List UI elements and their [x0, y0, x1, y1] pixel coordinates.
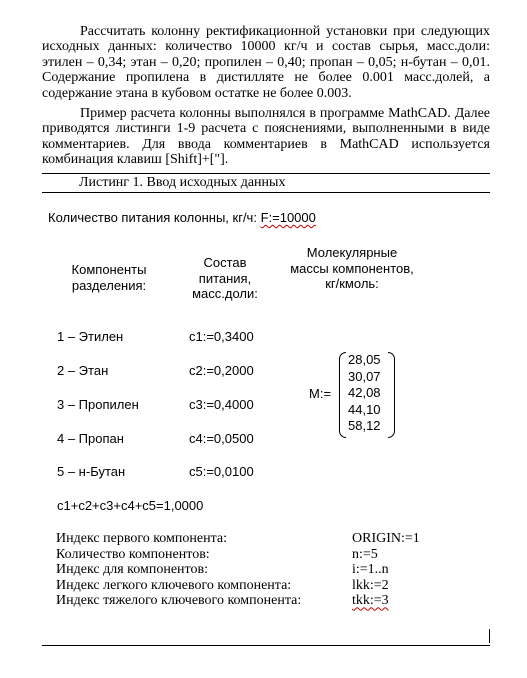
matrix-value: 58,12 [348, 418, 381, 434]
feed-label: Количество питания колонны, кг/ч: [48, 210, 257, 225]
index-row [56, 531, 496, 547]
listing-end-rule [42, 645, 490, 646]
index-expression: ORIGIN:=1 [352, 531, 420, 546]
composition-expression: c3:=0,4000 [189, 397, 254, 412]
index-label: Количество компонентов: [56, 546, 210, 562]
index-row [56, 562, 496, 578]
matrix-value: 28,05 [348, 352, 381, 367]
component-name: 4 – Пропан [57, 431, 124, 446]
component-name: 3 – Пропилен [57, 397, 139, 412]
matrix-value: 30,07 [348, 368, 381, 384]
composition-expression: c2:=0,2000 [189, 363, 254, 378]
matrix-right-bracket [388, 352, 395, 438]
index-expression: tkk:=3 [352, 593, 389, 609]
composition-expression: c4:=0,0500 [189, 431, 254, 446]
header-components: Компоненты разделения: [71, 262, 147, 293]
molar-mass-matrix [339, 352, 395, 436]
feed-expression: F:=10000 [260, 210, 316, 225]
index-label: Индекс для компонентов: [56, 562, 208, 578]
composition-expression: c1:=0,3400 [189, 329, 254, 344]
component-name: 5 – н-Бутан [57, 464, 126, 479]
index-label: Индекс первого компонента: [56, 531, 227, 546]
header-molar-mass: Молекулярные массы компонентов, кг/кмоль: [290, 245, 414, 291]
sum-expression: c1+c2+c3+c4+c5=1,0000 [57, 498, 204, 513]
index-expression: lkk:=2 [352, 577, 389, 593]
listing-bottom-rule [42, 192, 490, 193]
listing-title: Листинг 1. Ввод исходных данных [79, 175, 286, 190]
index-expression: n:=5 [352, 546, 378, 562]
matrix-value: 42,08 [348, 385, 381, 401]
index-label: Индекс легкого ключевого компонента: [56, 577, 292, 593]
header-composition: Состав питания, масс.доли: [192, 255, 258, 301]
matrix-left-bracket [339, 352, 346, 438]
component-name: 1 – Этилен [57, 329, 124, 344]
index-row [56, 593, 496, 609]
matrix-label: M:= [309, 386, 332, 401]
index-row [56, 578, 496, 594]
index-expression: i:=1..n [352, 562, 389, 578]
matrix-values [348, 352, 388, 435]
component-name: 2 – Этан [57, 363, 109, 378]
composition-expression: c5:=0,0100 [189, 464, 254, 479]
index-row [56, 547, 496, 563]
listing-top-rule [42, 173, 490, 174]
index-label: Индекс тяжелого ключевого компонента: [56, 593, 302, 609]
description-paragraph: Пример расчета колонны выполнялся в программе MathCAD. Далее приводятся листинги 1-9 расчета с пояснениями, выполненными в виде комментариев. Для ввода комментариев в MathCAD используется комбинация клавиш [Shift]+["]. [42, 106, 490, 168]
index-table [56, 531, 496, 609]
task-paragraph: Рассчитать колонну ректификационной установки при следующих исходных данных: количество 10000 кг/ч и состав сырья, масс.доли: этилен – 0,34; этан – 0,20; пропилен – 0,40; пропан – 0,05; н-бутан – 0,01. Содержание пропилена в дистилляте не более 0.001 масс.долей, а содержание этана в кубовом остатке не более 0.003. [42, 24, 490, 101]
listing-end-marker [489, 629, 490, 643]
matrix-value: 44,10 [348, 401, 381, 417]
feed-row [48, 210, 316, 225]
